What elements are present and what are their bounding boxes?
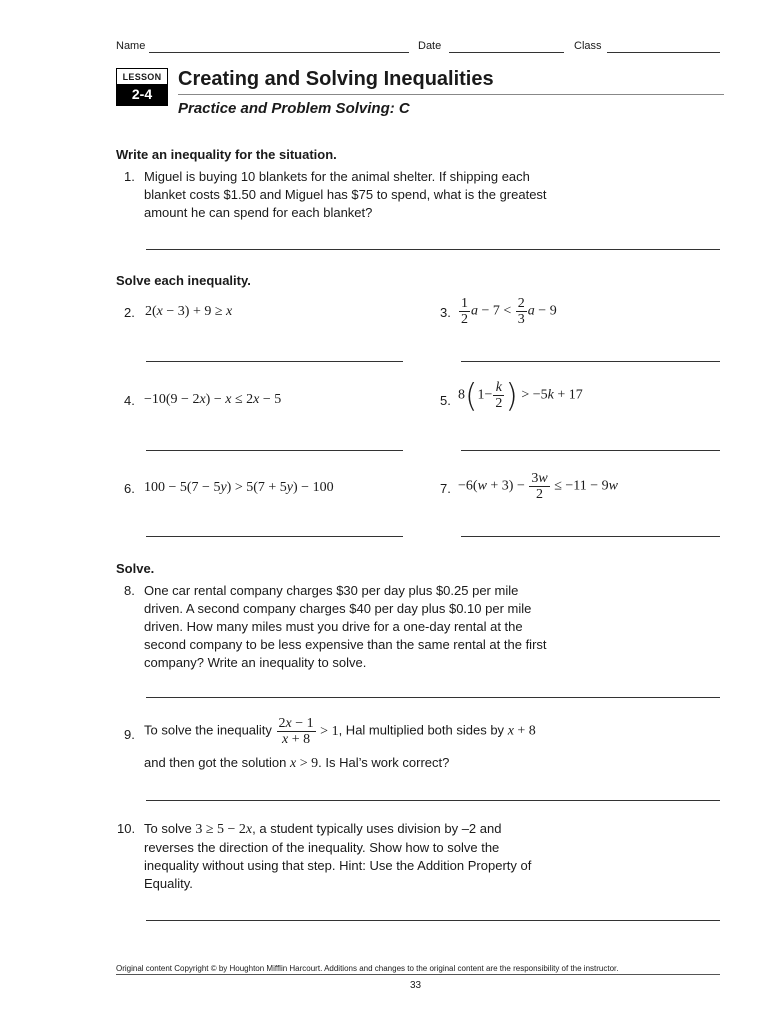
- question-8-text: One car rental company charges $30 per day plus $0.25 per mile driven. A second company charges $40 per day plus $0.10 per mile driven. How many miles must you drive for a one-day rental at the second company to be less expensive than the same rental at the first company? Write an inequality to solve.: [144, 583, 547, 670]
- section-heading-solve-each: Solve each inequality.: [116, 273, 251, 288]
- question-number: 5.: [440, 393, 451, 408]
- page-subtitle: Practice and Problem Solving: C: [178, 100, 410, 117]
- date-label: Date: [418, 40, 442, 52]
- lesson-badge-number: 2-4: [117, 84, 167, 105]
- lesson-badge: [116, 68, 168, 106]
- title-divider: [178, 94, 724, 95]
- answer-line-9[interactable]: [146, 800, 720, 801]
- date-field[interactable]: [449, 52, 564, 53]
- question-number: 6.: [124, 481, 135, 496]
- question-2-expression: 2(x − 3) + 9 ≥ x: [145, 304, 233, 319]
- answer-line-7[interactable]: [461, 536, 720, 537]
- footer-divider: [116, 974, 720, 975]
- answer-line-10[interactable]: [146, 920, 720, 921]
- answer-line-6[interactable]: [146, 536, 403, 537]
- question-3-expression: $\frac{1}{2}$ a − 7 < $\frac{2}{3}$ a − 9: [461, 296, 557, 327]
- answer-line-2[interactable]: [146, 361, 403, 362]
- question-number: 10.: [117, 821, 136, 836]
- section-heading-write: Write an inequality for the situation.: [116, 147, 337, 162]
- copyright-notice: Original content Copyright © by Houghton Mifflin Harcourt. Additions and changes to the original content are the responsibility of the instructor.: [116, 964, 619, 973]
- section-heading-solve: Solve.: [116, 561, 155, 576]
- question-number: 4.: [124, 393, 135, 408]
- answer-line-3[interactable]: [461, 361, 720, 362]
- question-10-text: To solve 3 ≥ 5 − 2x, a student typically uses division by –2 and reverses the direction of the inequality. Show how to solve the inequality without using that step. Hint: Use the Addition Property of Equality.: [144, 821, 532, 891]
- name-label: Name: [116, 40, 146, 52]
- question-number: 3.: [440, 305, 451, 320]
- answer-line-4[interactable]: [146, 450, 403, 451]
- question-5-expression: 8(1− $\frac{k}{2}$ ) > −5k + 17: [458, 376, 583, 415]
- answer-line-1[interactable]: [146, 249, 720, 250]
- page-number: 33: [410, 980, 422, 991]
- class-field[interactable]: [607, 52, 720, 53]
- lesson-badge-label: LESSON: [122, 72, 162, 82]
- question-6-expression: 100 − 5(7 − 5y) > 5(7 + 5y) − 100: [144, 480, 334, 495]
- question-4-expression: −10(9 − 2x) − x ≤ 2x − 5: [144, 392, 282, 407]
- question-number: 8.: [124, 583, 135, 598]
- answer-line-8[interactable]: [146, 697, 720, 698]
- question-number: 2.: [124, 305, 135, 320]
- question-9-text: To solve the inequality $\frac{2x - 1}{x + 8}$ > 1, Hal multiplied both sides by x + 8: [144, 716, 536, 747]
- question-1-text: Miguel is buying 10 blankets for the animal shelter. If shipping each blanket costs $1.50 and Miguel has $75 to spend, what is the greatest amount he can spend for each blanket?: [144, 169, 547, 220]
- class-label: Class: [574, 40, 602, 52]
- question-number: 7.: [440, 481, 451, 496]
- answer-line-5[interactable]: [461, 450, 720, 451]
- page-title: Creating and Solving Inequalities: [178, 68, 494, 90]
- question-9-text-line2: and then got the solution x > 9. Is Hal’s work correct?: [144, 755, 450, 771]
- question-number: 1.: [124, 169, 135, 184]
- question-number: 9.: [124, 727, 135, 742]
- question-7-expression: −6(w + 3) − $\frac{3w}{2}$ ≤ −11 − 9w: [458, 471, 619, 502]
- name-field[interactable]: [149, 52, 409, 53]
